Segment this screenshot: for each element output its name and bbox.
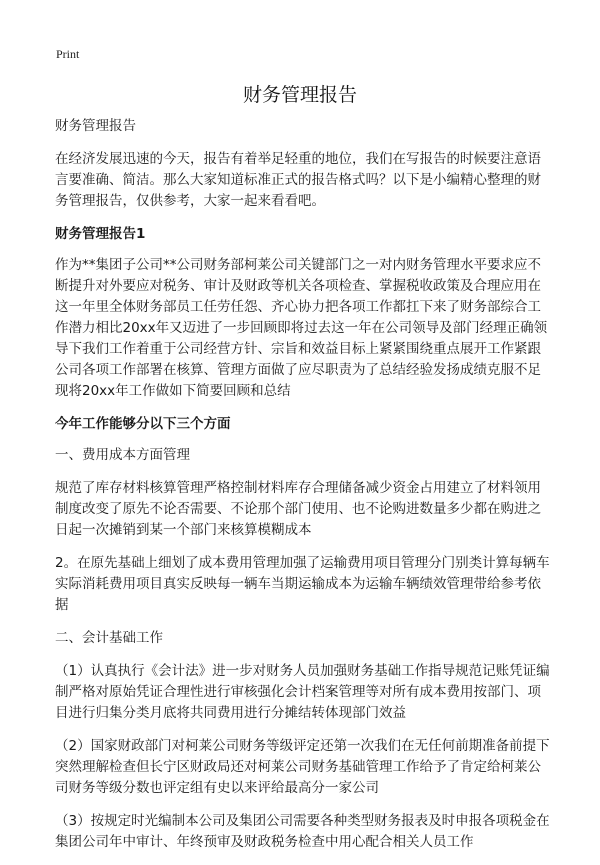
document-title: 财务管理报告	[242, 84, 357, 106]
section1-heading: 财务管理报告1	[55, 226, 146, 242]
part1-title: 一、费用成本方面管理	[55, 447, 190, 463]
part2-item-1: （1）认真执行《会计法》进一步对财务人员加强财务基础工作指导规范记账凭证编制严格对原始凭证合理性进行审核强化会计档案管理等对所有成本费用按部门、项目进行归集分类月底将共同费用进行分摊结转体现部门效益	[55, 663, 550, 721]
document-subtitle: 财务管理报告	[55, 118, 136, 134]
work-heading: 今年工作能够分以下三个方面	[55, 416, 231, 432]
section1-paragraph: 作为**集团子公司**公司财务部柯莱公司关键部门之一对内财务管理水平要求应不断提升对外要应对税务、审计及财政等机关各项检查、掌握税收政策及合理应用在这一年里全体财务部员工任劳任怨、齐心协力把各项工作都扛下来了财务部综合工作潜力相比20xx年又迈进了一步回顾即将过去这一年在公司领导及部门经理正确领导下我们工作着重于公司经营方针、宗旨和效益目标上紧紧围绕重点展开工作紧跟公司各项工作部署在核算、管理方面做了应尽职责为了总结经验发扬成绩克服不足现将20xx年工作做如下简要回顾和总结	[55, 257, 548, 399]
print-link[interactable]: Print	[56, 47, 80, 61]
part2-title: 二、会计基础工作	[55, 630, 163, 646]
part2-item-2: （2）国家财政部门对柯莱公司财务等级评定还第一次我们在无任何前期准备前提下突然理解检查但长宁区财政局还对柯莱公司财务基础管理工作给予了肯定给柯莱公司财务等级分数也评定组有史以来评给最高分一家公司	[55, 738, 550, 796]
part1-paragraph-2: 2。在原先基础上细划了成本费用管理加强了运输费用项目管理分门别类计算每辆车实际消耗费用项目真实反映每一辆车当期运输成本为运输车辆绩效管理带给参考依据	[55, 555, 550, 613]
part2-item-3: （3）按规定时光编制本公司及集团公司需要各种类型财务报表及时申报各项税金在集团公司年中审计、年终预审及财政税务检查中用心配合相关人员工作	[55, 813, 550, 850]
intro-paragraph: 在经济发展迅速的今天，报告有着举足轻重的地位，我们在写报告的时候要注意语言要准确、简洁。那么大家知道标准正式的报告格式吗？以下是小编精心整理的财务管理报告，仅供参考，大家一起来看看吧。	[55, 151, 541, 209]
part1-paragraph-1: 规范了库存材料核算管理严格控制材料库存合理储备减少资金占用建立了材料领用制度改变了原先不论否需要、不论那个部门使用、也不论购进数量多少都在购进之日起一次摊销到某一个部门来核算模糊成本	[55, 480, 541, 538]
document-body	[55, 116, 553, 865]
